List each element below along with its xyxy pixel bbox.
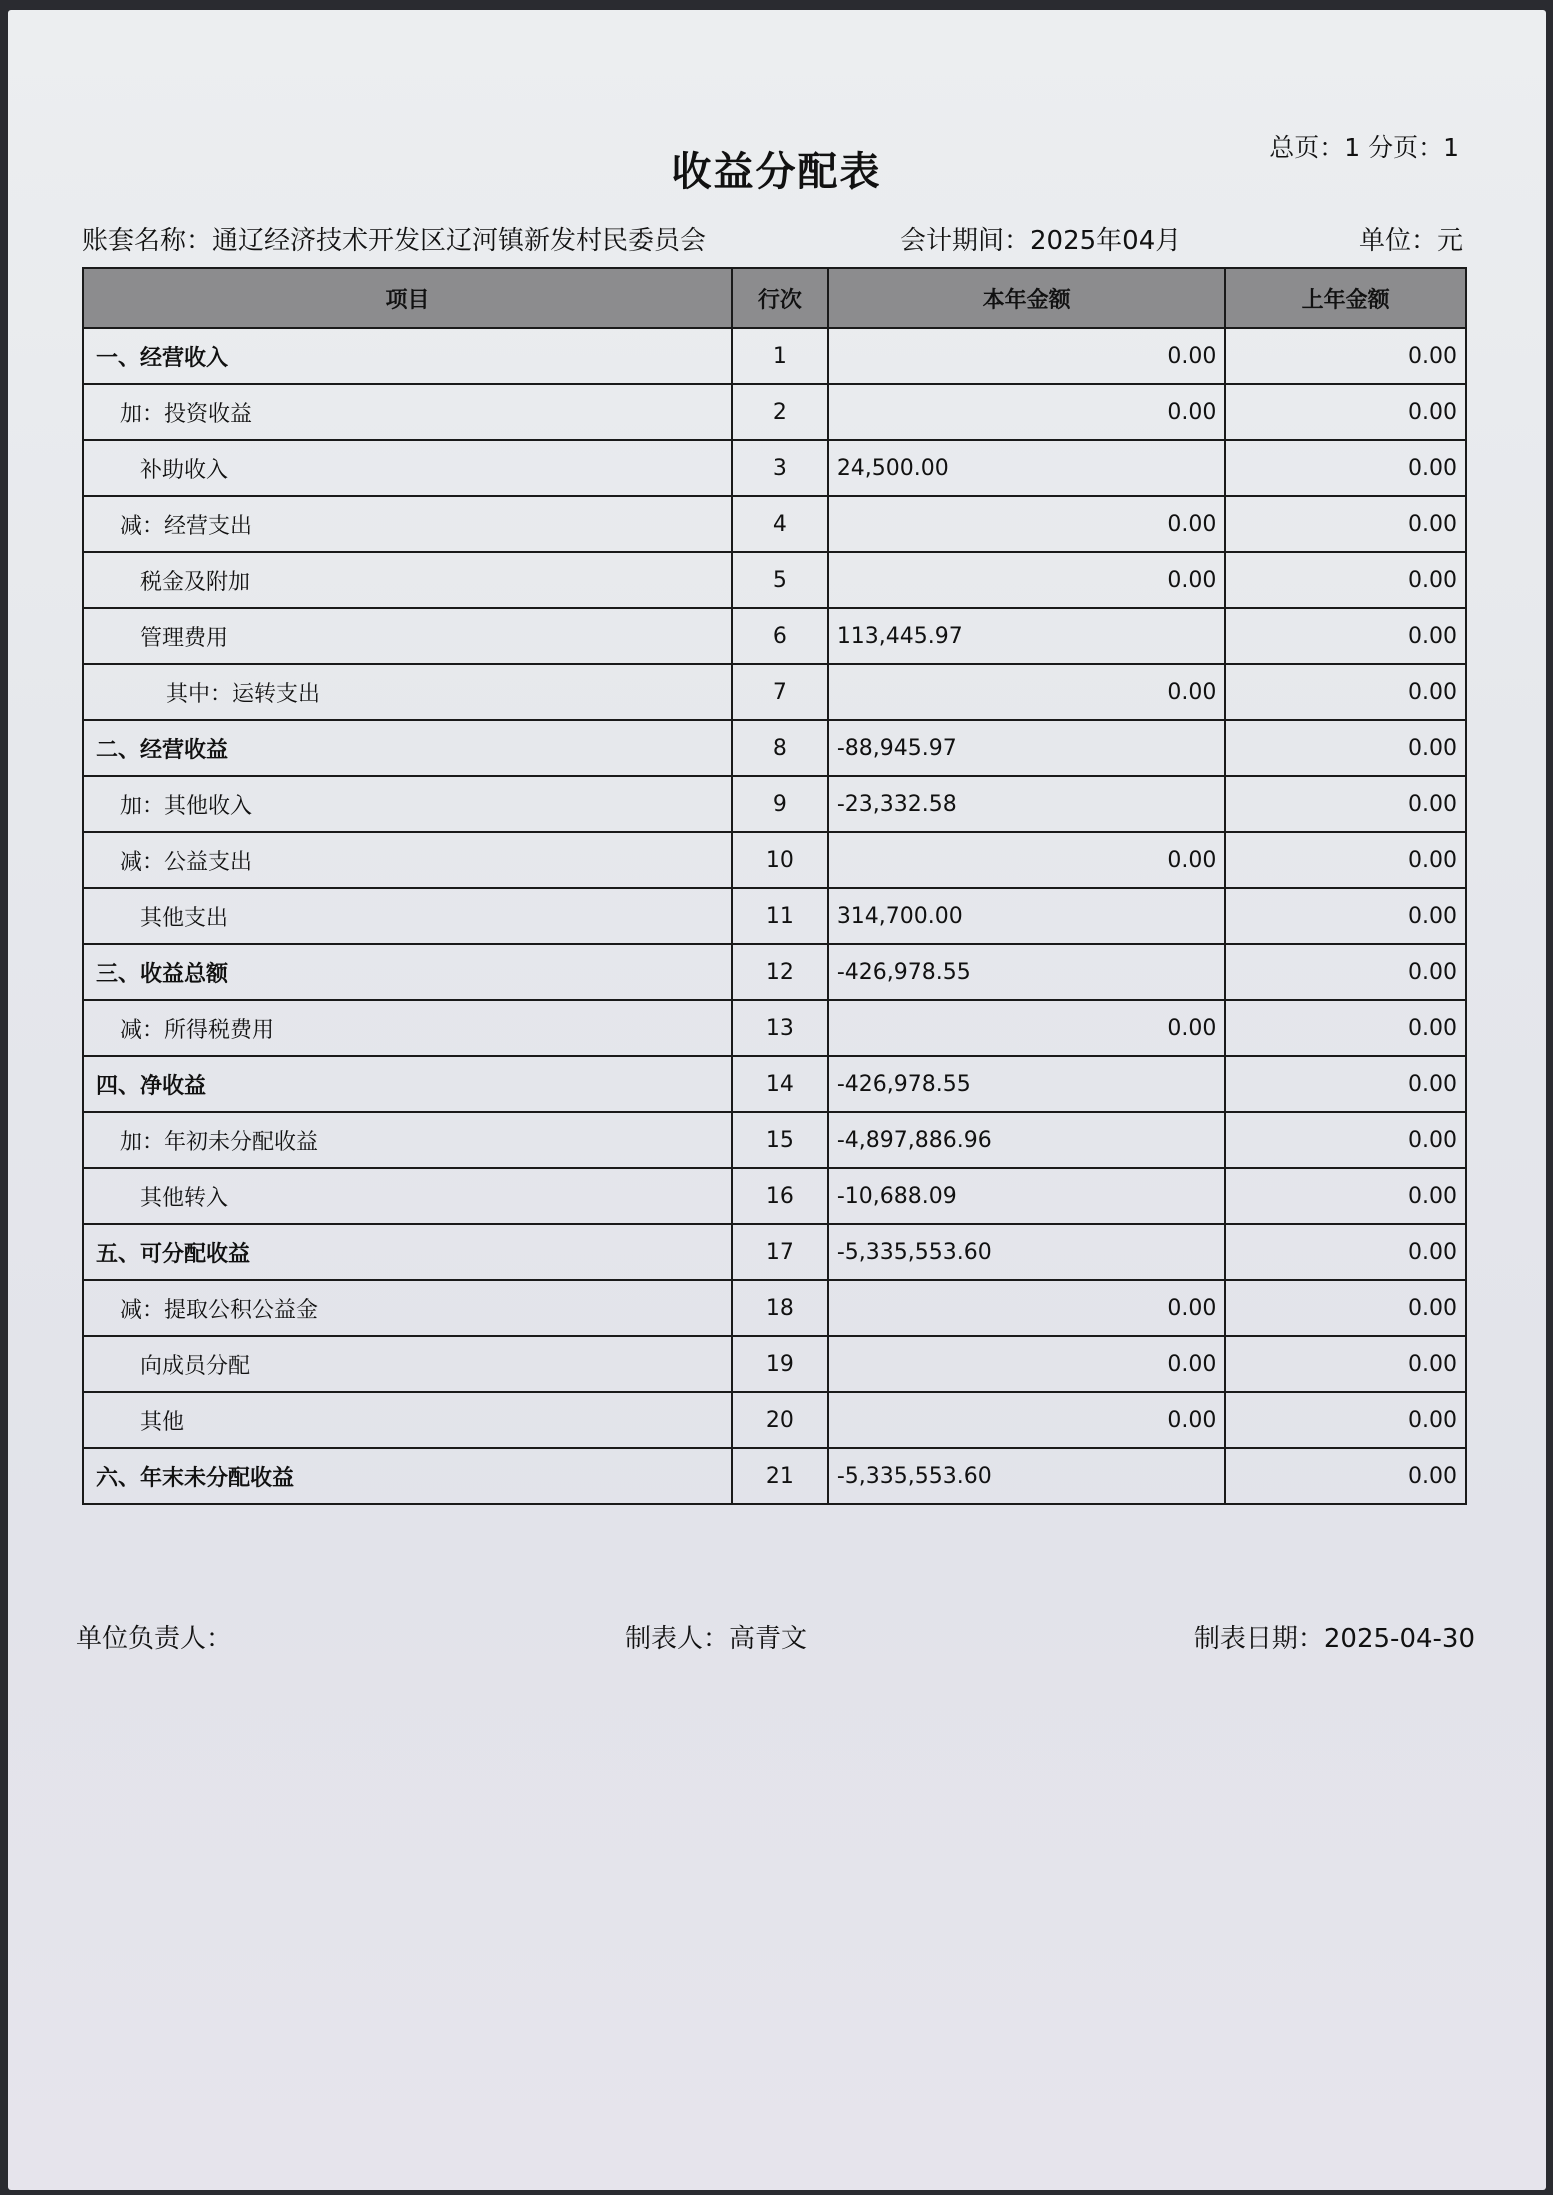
table-row <box>83 1224 1466 1280</box>
row-current-amount: -88,945.97 <box>828 720 1226 776</box>
row-current-amount: 0.00 <box>828 1392 1226 1448</box>
row-line-number: 5 <box>732 552 828 608</box>
row-line-number: 2 <box>732 384 828 440</box>
table-row <box>83 496 1466 552</box>
row-prior-amount: 0.00 <box>1225 608 1466 664</box>
row-line-number: 17 <box>732 1224 828 1280</box>
table-row <box>83 888 1466 944</box>
row-current-amount: 0.00 <box>828 1000 1226 1056</box>
row-prior-amount: 0.00 <box>1225 1448 1466 1504</box>
row-prior-amount: 0.00 <box>1225 776 1466 832</box>
period-label: 会计期间： <box>900 226 1031 256</box>
row-item-label: 加：其他收入 <box>83 776 732 832</box>
row-item-label: 五、可分配收益 <box>83 1224 732 1280</box>
row-prior-amount: 0.00 <box>1225 1336 1466 1392</box>
table-row <box>83 832 1466 888</box>
table-row <box>83 776 1466 832</box>
row-current-amount: 0.00 <box>828 552 1226 608</box>
unit-value: 元 <box>1436 226 1463 256</box>
period-info <box>900 220 1181 257</box>
row-prior-amount: 0.00 <box>1225 1056 1466 1112</box>
unit-label: 单位： <box>1358 226 1437 256</box>
row-prior-amount: 0.00 <box>1225 496 1466 552</box>
income-distribution-table <box>82 267 1467 1505</box>
row-line-number: 4 <box>732 496 828 552</box>
row-current-amount: 0.00 <box>828 384 1226 440</box>
row-item-label: 其他转入 <box>83 1168 732 1224</box>
table-row <box>83 384 1466 440</box>
row-current-amount: 0.00 <box>828 1280 1226 1336</box>
table-row <box>83 1392 1466 1448</box>
prepared-date-info <box>1194 1618 1475 1655</box>
row-item-label: 其他支出 <box>83 888 732 944</box>
row-current-amount: -426,978.55 <box>828 1056 1226 1112</box>
row-current-amount: 0.00 <box>828 328 1226 384</box>
row-line-number: 8 <box>732 720 828 776</box>
row-prior-amount: 0.00 <box>1225 1392 1466 1448</box>
table-row <box>83 328 1466 384</box>
row-current-amount: -5,335,553.60 <box>828 1224 1226 1280</box>
table-row <box>83 944 1466 1000</box>
column-header-current-year: 本年金额 <box>828 268 1226 328</box>
preparer-name: 高青文 <box>729 1624 808 1654</box>
row-item-label: 其中：运转支出 <box>83 664 732 720</box>
row-item-label: 补助收入 <box>83 440 732 496</box>
row-line-number: 15 <box>732 1112 828 1168</box>
row-line-number: 9 <box>732 776 828 832</box>
table-row <box>83 552 1466 608</box>
unit-info <box>1359 220 1463 257</box>
row-current-amount: -10,688.09 <box>828 1168 1226 1224</box>
row-prior-amount: 0.00 <box>1225 1112 1466 1168</box>
row-current-amount: 0.00 <box>828 664 1226 720</box>
row-prior-amount: 0.00 <box>1225 1168 1466 1224</box>
row-prior-amount: 0.00 <box>1225 552 1466 608</box>
row-prior-amount: 0.00 <box>1225 384 1466 440</box>
account-name: 通辽经济技术开发区辽河镇新发村民委员会 <box>212 226 707 256</box>
preparer-label: 制表人： <box>625 1624 730 1654</box>
row-item-label: 减：提取公积公益金 <box>83 1280 732 1336</box>
row-item-label: 向成员分配 <box>83 1336 732 1392</box>
row-prior-amount: 0.00 <box>1225 888 1466 944</box>
row-current-amount: 314,700.00 <box>828 888 1226 944</box>
row-item-label: 减：所得税费用 <box>83 1000 732 1056</box>
row-prior-amount: 0.00 <box>1225 664 1466 720</box>
column-header-line: 行次 <box>732 268 828 328</box>
row-prior-amount: 0.00 <box>1225 328 1466 384</box>
date-label: 制表日期： <box>1193 1624 1324 1654</box>
row-line-number: 10 <box>732 832 828 888</box>
row-item-label: 六、年末未分配收益 <box>83 1448 732 1504</box>
row-line-number: 7 <box>732 664 828 720</box>
table-row <box>83 1168 1466 1224</box>
row-current-amount: -426,978.55 <box>828 944 1226 1000</box>
table-row <box>83 1056 1466 1112</box>
row-line-number: 6 <box>732 608 828 664</box>
row-prior-amount: 0.00 <box>1225 720 1466 776</box>
period-value: 2025年04月 <box>1030 226 1182 256</box>
table-row <box>83 1000 1466 1056</box>
table-row <box>83 1448 1466 1504</box>
row-line-number: 16 <box>732 1168 828 1224</box>
row-item-label: 减：经营支出 <box>83 496 732 552</box>
row-prior-amount: 0.00 <box>1225 832 1466 888</box>
table-row <box>83 1336 1466 1392</box>
row-current-amount: -5,335,553.60 <box>828 1448 1226 1504</box>
row-item-label: 二、经营收益 <box>83 720 732 776</box>
row-line-number: 3 <box>732 440 828 496</box>
row-prior-amount: 0.00 <box>1225 1280 1466 1336</box>
account-label: 账套名称： <box>82 226 213 256</box>
row-current-amount: 24,500.00 <box>828 440 1226 496</box>
row-line-number: 21 <box>732 1448 828 1504</box>
row-line-number: 1 <box>732 328 828 384</box>
row-item-label: 三、收益总额 <box>83 944 732 1000</box>
row-current-amount: 0.00 <box>828 1336 1226 1392</box>
row-prior-amount: 0.00 <box>1225 1224 1466 1280</box>
row-prior-amount: 0.00 <box>1225 944 1466 1000</box>
row-current-amount: 0.00 <box>828 496 1226 552</box>
row-item-label: 管理费用 <box>83 608 732 664</box>
page-info: 总页：1 分页：1 <box>1269 133 1459 162</box>
row-line-number: 14 <box>732 1056 828 1112</box>
row-current-amount: 0.00 <box>828 832 1226 888</box>
table-row <box>83 720 1466 776</box>
row-prior-amount: 0.00 <box>1225 440 1466 496</box>
row-line-number: 18 <box>732 1280 828 1336</box>
row-line-number: 20 <box>732 1392 828 1448</box>
row-item-label: 加：投资收益 <box>83 384 732 440</box>
row-item-label: 加：年初未分配收益 <box>83 1112 732 1168</box>
row-item-label: 四、净收益 <box>83 1056 732 1112</box>
column-header-item: 项目 <box>83 268 732 328</box>
date-value: 2025-04-30 <box>1323 1624 1475 1654</box>
report-title: 收益分配表 <box>671 149 882 195</box>
row-prior-amount: 0.00 <box>1225 1000 1466 1056</box>
row-item-label: 减：公益支出 <box>83 832 732 888</box>
row-line-number: 11 <box>732 888 828 944</box>
row-item-label: 其他 <box>83 1392 732 1448</box>
table-header-row <box>83 268 1466 328</box>
table-row <box>83 440 1466 496</box>
row-line-number: 19 <box>732 1336 828 1392</box>
unit-responsible: 单位负责人： <box>76 1624 233 1654</box>
row-item-label: 一、经营收入 <box>83 328 732 384</box>
row-current-amount: -23,332.58 <box>828 776 1226 832</box>
row-line-number: 13 <box>732 1000 828 1056</box>
row-line-number: 12 <box>732 944 828 1000</box>
row-current-amount: -4,897,886.96 <box>828 1112 1226 1168</box>
table-row <box>83 1112 1466 1168</box>
table-row <box>83 608 1466 664</box>
account-info <box>82 220 706 257</box>
preparer-info <box>625 1618 807 1655</box>
row-item-label: 税金及附加 <box>83 552 732 608</box>
row-current-amount: 113,445.97 <box>828 608 1226 664</box>
table-row <box>83 664 1466 720</box>
column-header-prior-year: 上年金额 <box>1225 268 1466 328</box>
table-row <box>83 1280 1466 1336</box>
